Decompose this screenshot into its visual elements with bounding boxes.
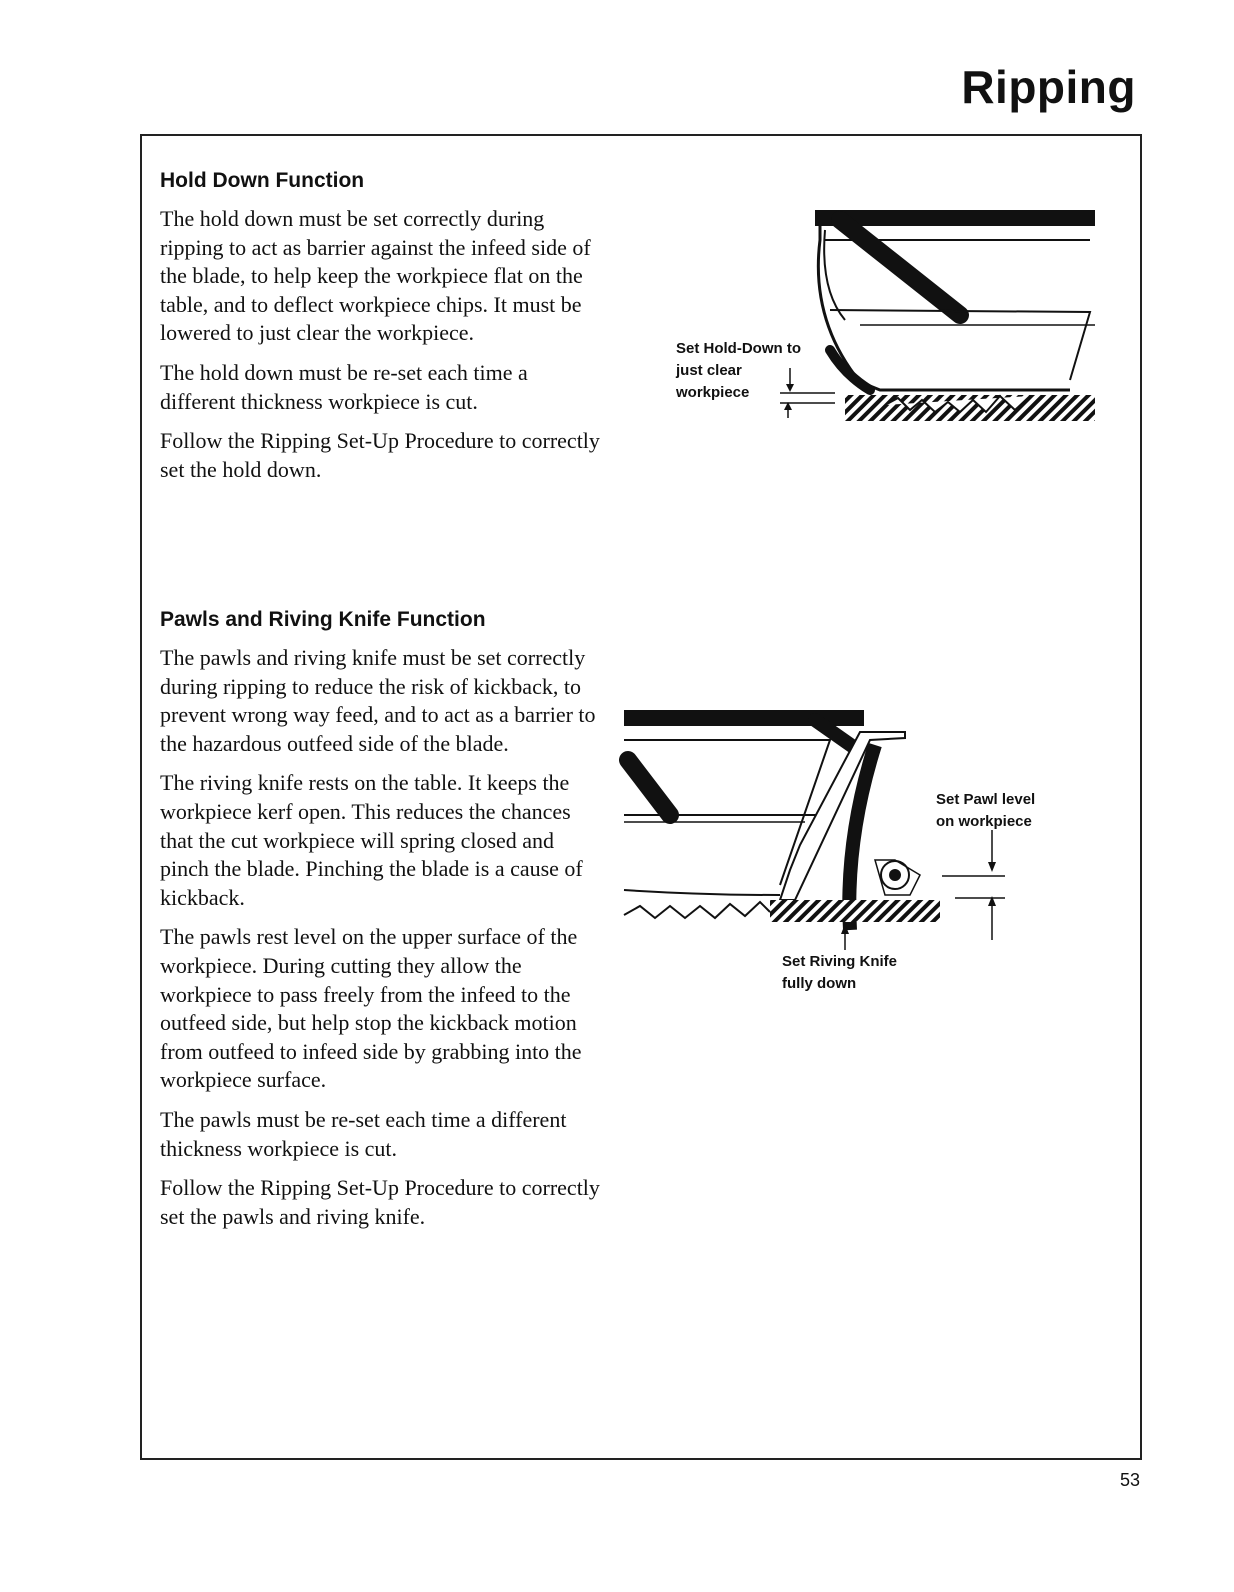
hold-down-arm — [840, 220, 960, 315]
hold-down-section — [160, 169, 600, 495]
hold-down-finger — [830, 350, 870, 390]
page-title: Ripping — [961, 61, 1136, 113]
pawls-paragraph-5: Follow the Ripping Set-Up Procedure to correctly set the pawls and riving knife. — [160, 1175, 600, 1229]
workpiece — [770, 900, 940, 922]
pawls-section — [160, 608, 600, 1242]
pawls-heading: Pawls and Riving Knife Function — [160, 608, 486, 631]
pawls-paragraph-2: The riving knife rests on the table. It keeps the workpiece kerf open. This reduces the chances that the cut workpiece will spring closed and pinch the blade. Pinching the blade is a cause of kickback. — [160, 770, 583, 910]
guard-arm — [628, 760, 670, 815]
pawls-paragraph-3: The pawls rest level on the upper surface of the workpiece. During cutting they allow the workpiece to pass freely from the infeed to the outfeed side, but help stop the kickback motion from outfeed to infeed side by grabbing into the workpiece surface. — [160, 924, 582, 1093]
hold-down-paragraph-3: Follow the Ripping Set-Up Procedure to correctly set the hold down. — [160, 428, 600, 482]
hold-down-figure — [670, 200, 1110, 440]
pawls-paragraph-4: The pawls must be re-set each time a different thickness workpiece is cut. — [160, 1106, 567, 1161]
hold-down-callout: Set Hold-Down to just clear workpiece — [676, 340, 801, 401]
hold-down-illustration — [670, 200, 1110, 440]
page-number: 53 — [1119, 1470, 1140, 1490]
hold-down-heading: Hold Down Function — [160, 169, 365, 192]
riving-knife-callout: Set Riving Knife fully down — [782, 953, 898, 992]
hold-down-paragraph-1: The hold down must be set correctly during ripping to act as barrier against the infeed side of the blade, to help keep the workpiece flat on the table, and to deflect workpiece chips. It must be lowered to just clear the workpiece. — [160, 206, 591, 346]
workpiece — [845, 395, 1095, 421]
blade-teeth — [624, 902, 770, 918]
pawls-paragraph-1: The pawls and riving knife must be set correctly during ripping to reduce the risk of kickback, to prevent wrong way feed, and to act as a barrier to the hazardous outfeed side of the blade. — [160, 645, 596, 756]
pawl-callout: Set Pawl level on workpiece — [936, 791, 1036, 830]
pawls-figure — [620, 700, 1040, 1000]
hold-down-paragraph-2: The hold down must be re-set each time a different thickness workpiece is cut. — [160, 359, 528, 414]
